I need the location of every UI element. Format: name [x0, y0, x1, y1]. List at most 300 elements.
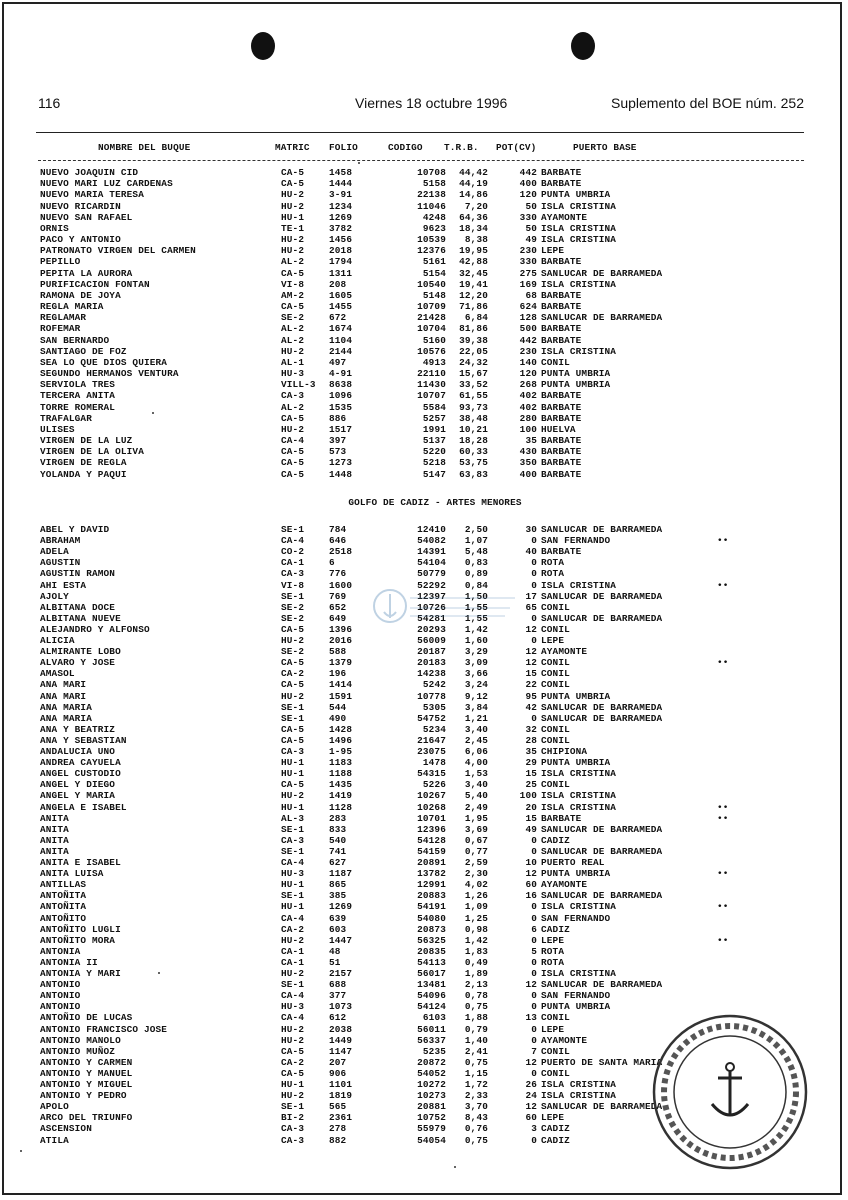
cell-matric: HU-2 — [281, 200, 305, 212]
table-row — [0, 924, 848, 935]
cell-puerto: PUNTA UMBRIA — [541, 868, 611, 880]
cell-puerto: SANLUCAR DE BARRAMEDA — [541, 1101, 663, 1113]
table-row — [0, 256, 848, 267]
cell-name: ASCENSION — [40, 1123, 92, 1135]
cell-name: TERCERA ANITA — [40, 390, 116, 402]
cell-folio: 573 — [329, 446, 347, 458]
table-row — [0, 346, 848, 357]
cell-trb: 3,70 — [464, 1101, 488, 1113]
cell-name: PEPITA LA AURORA — [40, 267, 133, 279]
cell-name: ANTONIO Y CARMEN — [40, 1056, 133, 1068]
cell-pot: 12 — [525, 1101, 537, 1113]
table-row — [0, 178, 848, 189]
cell-codigo: 23075 — [417, 746, 446, 757]
cell-matric: CA-4 — [281, 535, 305, 547]
cell-trb: 44,42 — [459, 167, 488, 178]
col-folio: FOLIO — [329, 142, 358, 153]
cell-folio: 1456 — [329, 234, 353, 246]
cell-codigo: 4913 — [422, 356, 446, 368]
cell-folio: 1311 — [329, 267, 353, 279]
cell-name: ANGELA E ISABEL — [40, 801, 127, 813]
cell-matric: CA-5 — [281, 734, 305, 746]
cell-trb: 8,38 — [464, 234, 488, 246]
cell-folio: 1435 — [329, 779, 353, 791]
cell-name: ANA MARI — [40, 690, 87, 702]
cell-name: NUEVO MARIA TERESA — [40, 189, 144, 201]
cell-codigo: 14238 — [417, 668, 446, 680]
cell-puerto: CHIPIONA — [541, 746, 588, 757]
cell-puerto: CONIL — [541, 779, 570, 791]
cell-trb: 2,50 — [464, 524, 488, 535]
cell-puerto: BARBATE — [541, 334, 582, 346]
cell-pot: 42 — [525, 701, 537, 713]
cell-name: ANTOÑITA — [40, 901, 87, 913]
cell-matric: HU-3 — [281, 1001, 305, 1013]
cell-puerto: SANLUCAR DE BARRAMEDA — [541, 701, 663, 713]
cell-folio: 2144 — [329, 345, 353, 357]
cell-folio: 1147 — [329, 1045, 353, 1057]
cell-trb: 81,86 — [459, 323, 488, 335]
cell-mark: •• — [717, 579, 729, 591]
col-trb: T.R.B. — [444, 142, 479, 153]
cell-trb: 18,28 — [459, 435, 488, 447]
cell-codigo: 54124 — [417, 1001, 446, 1013]
table-row — [0, 879, 848, 890]
cell-name: ALVARO Y JOSE — [40, 657, 116, 669]
cell-name: VIRGEN DE LA LUZ — [40, 435, 133, 447]
cell-folio: 1273 — [329, 457, 353, 469]
cell-matric: AL-2 — [281, 323, 305, 335]
cell-codigo: 10701 — [417, 812, 446, 824]
cell-puerto: AYAMONTE — [541, 211, 588, 223]
cell-trb: 33,52 — [459, 379, 488, 391]
cell-puerto: ISLA CRISTINA — [541, 801, 617, 813]
cell-trb: 0,78 — [464, 990, 488, 1002]
cell-pot: 442 — [519, 334, 537, 346]
cell-matric: HU-2 — [281, 934, 305, 946]
cell-pot: 49 — [525, 823, 537, 835]
table-row — [0, 435, 848, 446]
cell-puerto: SANLUCAR DE BARRAMEDA — [541, 845, 663, 857]
cell-codigo: 12397 — [417, 590, 446, 602]
cell-puerto: CONIL — [541, 601, 570, 613]
cell-folio: 1096 — [329, 390, 353, 402]
cell-puerto: CADIZ — [541, 923, 570, 935]
cell-name: ANTONIO MUÑOZ — [40, 1045, 116, 1057]
cell-name: AJOLY — [40, 590, 69, 602]
cell-puerto: ISLA CRISTINA — [541, 1079, 617, 1090]
cell-matric: VILL-3 — [281, 379, 316, 391]
table-row — [0, 546, 848, 557]
cell-trb: 5,40 — [464, 790, 488, 802]
cell-trb: 0,83 — [464, 557, 488, 569]
cell-folio: 1449 — [329, 1034, 353, 1046]
cell-matric: HU-2 — [281, 790, 305, 802]
cell-codigo: 56017 — [417, 968, 446, 979]
table-row — [0, 779, 848, 790]
cell-name: ANTONIO — [40, 1001, 81, 1013]
cell-name: ANGEL Y DIEGO — [40, 779, 116, 791]
cell-codigo: 54080 — [417, 912, 446, 924]
cell-name: SEGUNDO HERMANOS VENTURA — [40, 368, 179, 380]
cell-matric: CA-1 — [281, 956, 305, 968]
cell-folio: 882 — [329, 1134, 347, 1146]
cell-trb: 1,26 — [464, 890, 488, 902]
cell-puerto: SANLUCAR DE BARRAMEDA — [541, 267, 663, 279]
cell-pot: 0 — [531, 635, 537, 646]
cell-pot: 35 — [525, 746, 537, 757]
cell-puerto: ISLA CRISTINA — [541, 968, 617, 979]
cell-puerto: PUERTO DE SANTA MARIA — [541, 1056, 663, 1068]
cell-puerto: AYAMONTE — [541, 1034, 588, 1046]
cell-puerto: PUNTA UMBRIA — [541, 757, 611, 769]
table-row — [0, 968, 848, 979]
cell-trb: 2,45 — [464, 734, 488, 746]
cell-matric: VI-8 — [281, 579, 305, 591]
cell-trb: 2,33 — [464, 1090, 488, 1102]
cell-pot: 10 — [525, 857, 537, 868]
cell-folio: 784 — [329, 524, 347, 535]
cell-name: YOLANDA Y PAQUI — [40, 468, 127, 480]
cell-name: ANITA E ISABEL — [40, 857, 121, 868]
cell-name: ANTILLAS — [40, 879, 87, 891]
cell-pot: 140 — [519, 356, 537, 368]
cell-name: ANTOÑITO MORA — [40, 934, 116, 946]
cell-puerto: PUNTA UMBRIA — [541, 368, 611, 380]
cell-trb: 15,67 — [459, 368, 488, 380]
cell-name: ANA MARI — [40, 679, 87, 691]
table-row — [0, 957, 848, 968]
table-row — [0, 802, 848, 813]
cell-name: ANTONIO Y PEDRO — [40, 1090, 127, 1102]
cell-pot: 230 — [519, 245, 537, 257]
cell-codigo: 10708 — [417, 167, 446, 178]
cell-trb: 3,69 — [464, 823, 488, 835]
cell-trb: 1,89 — [464, 968, 488, 979]
cell-codigo: 20835 — [417, 945, 446, 957]
col-puerto: PUERTO BASE — [573, 142, 637, 153]
col-matric: MATRIC — [275, 142, 310, 153]
cell-trb: 53,75 — [459, 457, 488, 469]
cell-puerto: ISLA CRISTINA — [541, 200, 617, 212]
cell-trb: 0,76 — [464, 1123, 488, 1135]
cell-trb: 24,32 — [459, 356, 488, 368]
cell-pot: 624 — [519, 301, 537, 313]
cell-codigo: 5234 — [422, 723, 446, 735]
cell-matric: HU-1 — [281, 757, 305, 769]
cell-trb: 1,55 — [464, 601, 488, 613]
cell-trb: 32,45 — [459, 267, 488, 279]
cell-folio: 639 — [329, 912, 347, 924]
cell-folio: 688 — [329, 979, 347, 991]
cell-pot: 442 — [519, 167, 537, 178]
table-row — [0, 724, 848, 735]
cell-mark: •• — [717, 535, 729, 547]
table-row — [0, 212, 848, 223]
cell-trb: 10,21 — [459, 423, 488, 435]
cell-name: ANTONIO Y MANUEL — [40, 1067, 133, 1079]
cell-matric: CA-5 — [281, 657, 305, 669]
cell-codigo: 11046 — [417, 200, 446, 212]
cell-name: ANGEL Y MARIA — [40, 790, 116, 802]
publication-date: Viernes 18 octubre 1996 — [355, 95, 508, 111]
cell-codigo: 5220 — [422, 446, 446, 458]
cell-name: ALMIRANTE LOBO — [40, 646, 121, 658]
cell-puerto: PUERTO REAL — [541, 857, 605, 868]
table-row — [0, 913, 848, 924]
cell-trb: 1,55 — [464, 612, 488, 624]
cell-codigo: 20873 — [417, 923, 446, 935]
cell-matric: CA-2 — [281, 668, 305, 680]
table-row — [0, 234, 848, 245]
cell-codigo: 5160 — [422, 334, 446, 346]
table-row — [0, 735, 848, 746]
cell-folio: 1448 — [329, 468, 353, 480]
cell-folio: 1269 — [329, 901, 353, 913]
cell-pot: 24 — [525, 1090, 537, 1102]
cell-folio: 1187 — [329, 868, 353, 880]
publication-title: Suplemento del BOE núm. 252 — [610, 95, 804, 111]
cell-codigo: 12396 — [417, 823, 446, 835]
cell-puerto: BARBATE — [541, 546, 582, 558]
cell-matric: CO-2 — [281, 546, 305, 558]
cell-folio: 627 — [329, 857, 347, 868]
cell-name: ANITA — [40, 823, 69, 835]
table-row — [0, 535, 848, 546]
cell-name: ANTONIO — [40, 990, 81, 1002]
cell-pot: 0 — [531, 1034, 537, 1046]
cell-pot: 17 — [525, 590, 537, 602]
cell-folio: 1447 — [329, 934, 353, 946]
cell-name: AMASOL — [40, 668, 75, 680]
cell-folio: 1269 — [329, 211, 353, 223]
cell-codigo: 10268 — [417, 801, 446, 813]
table-row — [0, 402, 848, 413]
cell-matric: VI-8 — [281, 278, 305, 290]
cell-puerto: BARBATE — [541, 323, 582, 335]
cell-name: ANTOÑIO DE LUCAS — [40, 1012, 133, 1024]
cell-pot: 169 — [519, 278, 537, 290]
cell-codigo: 55979 — [417, 1123, 446, 1135]
cell-pot: 120 — [519, 189, 537, 201]
cell-trb: 22,05 — [459, 345, 488, 357]
cell-matric: AL-2 — [281, 401, 305, 413]
cell-matric: CA-2 — [281, 1056, 305, 1068]
table-row — [0, 189, 848, 200]
cell-trb: 0,89 — [464, 568, 488, 580]
cell-name: NUEVO MARI LUZ CARDENAS — [40, 178, 173, 190]
cell-name: SEA LO QUE DIOS QUIERA — [40, 356, 168, 368]
cell-folio: 769 — [329, 590, 347, 602]
cell-matric: HU-1 — [281, 901, 305, 913]
cell-folio: 2018 — [329, 245, 353, 257]
cell-matric: TE-1 — [281, 222, 305, 234]
cell-name: PATRONATO VIRGEN DEL CARMEN — [40, 245, 196, 257]
cell-puerto: BARBATE — [541, 390, 582, 402]
cell-trb: 3,40 — [464, 779, 488, 791]
cell-folio: 1379 — [329, 657, 353, 669]
cell-folio: 8638 — [329, 379, 353, 391]
cell-name: VIRGEN DE REGLA — [40, 457, 127, 469]
header-dash-rule — [38, 160, 804, 161]
cell-matric: SE-1 — [281, 823, 305, 835]
cell-pot: 20 — [525, 801, 537, 813]
cell-codigo: 10778 — [417, 690, 446, 702]
cell-name: ANA MARIA — [40, 701, 92, 713]
cell-matric: HU-3 — [281, 868, 305, 880]
cell-pot: 60 — [525, 1112, 537, 1124]
cell-folio: 1396 — [329, 623, 353, 635]
cell-folio: 1674 — [329, 323, 353, 335]
cell-name: ORNIS — [40, 222, 69, 234]
cell-folio: 1458 — [329, 167, 353, 178]
cell-codigo: 21647 — [417, 734, 446, 746]
cell-puerto: ISLA CRISTINA — [541, 345, 617, 357]
cell-matric: CA-3 — [281, 1123, 305, 1135]
cell-puerto: BARBATE — [541, 435, 582, 447]
cell-name: SAN BERNARDO — [40, 334, 110, 346]
cell-pot: 12 — [525, 1056, 537, 1068]
cell-trb: 12,20 — [459, 289, 488, 301]
cell-pot: 400 — [519, 178, 537, 190]
cell-name: ABEL Y DAVID — [40, 524, 110, 535]
table-row — [0, 557, 848, 568]
cell-name: ANTOÑITO — [40, 912, 87, 924]
cell-matric: HU-1 — [281, 1079, 305, 1090]
cell-pot: 40 — [525, 546, 537, 558]
cell-folio: 672 — [329, 312, 347, 324]
cell-name: ANA Y BEATRIZ — [40, 723, 116, 735]
cell-pot: 275 — [519, 267, 537, 279]
cell-codigo: 20891 — [417, 857, 446, 868]
cell-name: ADELA — [40, 546, 69, 558]
cell-trb: 5,48 — [464, 546, 488, 558]
cell-folio: 1444 — [329, 178, 353, 190]
cell-matric: SE-2 — [281, 312, 305, 324]
cell-matric: SE-1 — [281, 890, 305, 902]
cell-codigo: 54191 — [417, 901, 446, 913]
cell-folio: 1183 — [329, 757, 353, 769]
cell-trb: 3,40 — [464, 723, 488, 735]
cell-puerto: ROTA — [541, 568, 565, 580]
cell-codigo: 20872 — [417, 1056, 446, 1068]
table-row — [0, 368, 848, 379]
header-rule — [36, 132, 804, 133]
cell-puerto: PUNTA UMBRIA — [541, 379, 611, 391]
cell-trb: 4,02 — [464, 879, 488, 891]
page-number: 116 — [38, 95, 61, 111]
table-row — [0, 857, 848, 868]
cell-name: REGLAMAR — [40, 312, 87, 324]
cell-puerto: LEPE — [541, 1023, 565, 1035]
table-row — [0, 390, 848, 401]
cell-puerto: ISLA CRISTINA — [541, 579, 617, 591]
cell-matric: SE-1 — [281, 590, 305, 602]
cell-folio: 490 — [329, 712, 347, 724]
cell-pot: 500 — [519, 323, 537, 335]
cell-codigo: 52292 — [417, 579, 446, 591]
cell-name: PACO Y ANTONIO — [40, 234, 121, 246]
cell-codigo: 4248 — [422, 211, 446, 223]
cell-name: VIRGEN DE LA OLIVA — [40, 446, 144, 458]
cell-name: PEPILLO — [40, 256, 81, 268]
cell-codigo: 5147 — [422, 468, 446, 480]
section-title: GOLFO DE CADIZ - ARTES MENORES — [348, 497, 522, 508]
cell-trb: 2,13 — [464, 979, 488, 991]
cell-folio: 544 — [329, 701, 347, 713]
cell-codigo: 10752 — [417, 1112, 446, 1124]
cell-folio: 51 — [329, 956, 341, 968]
cell-folio: 1455 — [329, 301, 353, 313]
cell-matric: CA-1 — [281, 945, 305, 957]
cell-name: ANGEL CUSTODIO — [40, 768, 121, 780]
table-row — [0, 790, 848, 801]
table-row — [0, 813, 848, 824]
cell-trb: 0,67 — [464, 834, 488, 846]
binder-hole — [251, 32, 275, 60]
cell-trb: 63,83 — [459, 468, 488, 480]
cell-codigo: 12991 — [417, 879, 446, 891]
cell-name: ULISES — [40, 423, 75, 435]
cell-mark: •• — [717, 812, 729, 824]
cell-matric: HU-3 — [281, 368, 305, 380]
cell-trb: 42,88 — [459, 256, 488, 268]
cell-trb: 19,41 — [459, 278, 488, 290]
cell-pot: 12 — [525, 623, 537, 635]
cell-matric: HU-1 — [281, 801, 305, 813]
table-row — [0, 901, 848, 912]
cell-name: ANDALUCIA UNO — [40, 746, 116, 757]
cell-name: NUEVO SAN RAFAEL — [40, 211, 133, 223]
cell-matric: AL-2 — [281, 334, 305, 346]
cell-codigo: 22110 — [417, 368, 446, 380]
table-row — [0, 846, 848, 857]
cell-folio: 741 — [329, 845, 347, 857]
cell-trb: 1,53 — [464, 768, 488, 780]
cell-matric: AM-2 — [281, 289, 305, 301]
cell-codigo: 12410 — [417, 524, 446, 535]
cell-pot: 268 — [519, 379, 537, 391]
cell-trb: 1,15 — [464, 1067, 488, 1079]
cell-folio: 1128 — [329, 801, 353, 813]
cell-pot: 120 — [519, 368, 537, 380]
cell-folio: 207 — [329, 1056, 347, 1068]
cell-name: ALBITANA DOCE — [40, 601, 116, 613]
cell-codigo: 22138 — [417, 189, 446, 201]
cell-matric: AL-3 — [281, 812, 305, 824]
cell-puerto: BARBATE — [541, 178, 582, 190]
cell-codigo: 20881 — [417, 1101, 446, 1113]
cell-trb: 0,84 — [464, 579, 488, 591]
cell-trb: 2,30 — [464, 868, 488, 880]
cell-matric: HU-2 — [281, 1034, 305, 1046]
cell-trb: 4,00 — [464, 757, 488, 769]
cell-puerto: CADIZ — [541, 1123, 570, 1135]
cell-pot: 0 — [531, 1001, 537, 1013]
cell-folio: 1591 — [329, 690, 353, 702]
table-row — [0, 312, 848, 323]
cell-puerto: ISLA CRISTINA — [541, 901, 617, 913]
cell-folio: 865 — [329, 879, 347, 891]
cell-matric: HU-2 — [281, 189, 305, 201]
cell-codigo: 54159 — [417, 845, 446, 857]
cell-codigo: 5242 — [422, 679, 446, 691]
cell-trb: 0,75 — [464, 1134, 488, 1146]
cell-folio: 588 — [329, 646, 347, 658]
cell-codigo: 20187 — [417, 646, 446, 658]
cell-puerto: ISLA CRISTINA — [541, 222, 617, 234]
cell-puerto: BARBATE — [541, 401, 582, 413]
